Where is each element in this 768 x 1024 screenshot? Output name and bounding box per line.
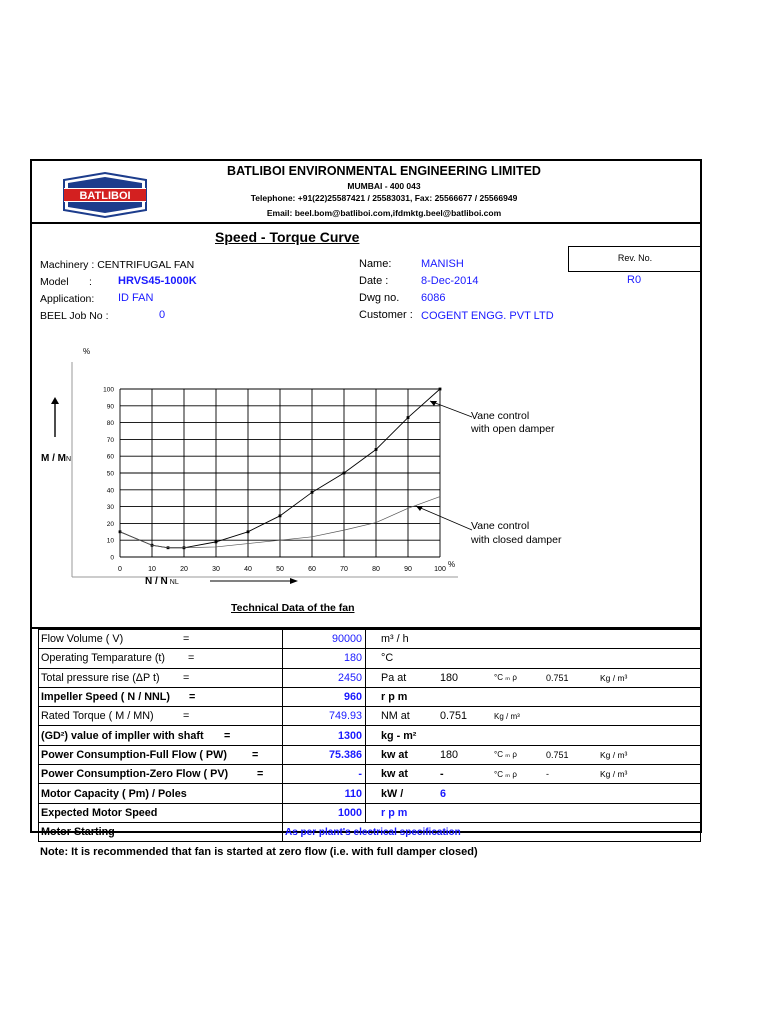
- tech-row: [39, 765, 701, 784]
- tech-row-extra-d: Kg / m³: [598, 668, 701, 687]
- model-label: Model: [40, 276, 69, 288]
- tech-row: [39, 630, 701, 649]
- tech-row-extra-d: [598, 726, 701, 745]
- series-point: [375, 448, 378, 451]
- tech-row-extra-a: 180: [438, 668, 492, 687]
- customer-value: COGENT ENGG. PVT LTD: [421, 310, 554, 322]
- y-unit-label: %: [83, 347, 91, 356]
- tech-row-value: 110: [283, 784, 366, 803]
- y-tick-label: 20: [106, 520, 114, 528]
- y-tick-label: 30: [106, 504, 114, 512]
- tech-row-extra-a: [438, 649, 492, 668]
- model-value: HRVS45-1000K: [118, 275, 197, 287]
- tech-row-label: [39, 745, 283, 764]
- tech-row-extra-a: [438, 687, 492, 706]
- logo-text: BATLIBOI: [79, 190, 131, 202]
- tech-row-label: [39, 803, 283, 822]
- tech-row-value: 960: [283, 687, 366, 706]
- date-value: 8-Dec-2014: [421, 275, 479, 287]
- tech-row: [39, 687, 701, 706]
- tech-row: [39, 707, 701, 726]
- tech-row-extra-b: °C ₘ ρ: [492, 668, 544, 687]
- tech-row-label: [39, 630, 283, 649]
- tech-row-extra-c: [544, 726, 598, 745]
- tech-row-extra-c: -: [544, 765, 598, 784]
- series-point: [407, 416, 410, 419]
- tech-row-unit: r p m: [366, 687, 439, 706]
- tech-row-extra-d: [598, 649, 701, 668]
- tech-row-extra-d: [598, 803, 701, 822]
- tech-row: [39, 745, 701, 764]
- x-tick-label: 40: [244, 566, 252, 573]
- tech-label-text: Total pressure rise (ΔP t): [41, 671, 160, 684]
- tech-row-unit: kw at: [366, 745, 439, 764]
- tech-row-extra-c: [544, 707, 598, 726]
- tech-label-text: Operating Temparature (t): [41, 652, 166, 665]
- application-value: ID FAN: [118, 292, 154, 304]
- tech-row-unit: Pa at: [366, 668, 439, 687]
- y-tick-label: 60: [106, 453, 114, 461]
- tech-row-value: As per plant's electrical specification: [283, 822, 701, 841]
- series-point: [343, 472, 346, 475]
- annotation-open-line2: with open damper: [471, 423, 555, 435]
- header-divider: [30, 222, 702, 224]
- tech-row-unit: r p m: [366, 803, 439, 822]
- tech-row-label: [39, 649, 283, 668]
- name-label: Name:: [359, 258, 392, 270]
- name-value: MANISH: [421, 258, 464, 270]
- tech-label-text: Motor Starting: [41, 826, 115, 839]
- tech-row-extra-d: [598, 687, 701, 706]
- y-tick-label: 90: [106, 403, 114, 411]
- x-tick-label: 50: [276, 566, 284, 573]
- tech-data-title: Technical Data of the fan: [231, 602, 355, 614]
- tech-row-extra-c: [544, 649, 598, 668]
- tech-row-extra-b: [492, 803, 544, 822]
- dwg-label: Dwg no.: [359, 292, 400, 304]
- tech-row-extra-a: [438, 630, 492, 649]
- tech-row-extra-a: 180: [438, 745, 492, 764]
- tech-row-value: 2450: [283, 668, 366, 687]
- x-axis-label: N / N NL: [145, 576, 179, 587]
- annotation-closed-line2: with closed damper: [471, 534, 562, 546]
- y-axis-arrowhead: [51, 397, 59, 404]
- y-tick-label: 50: [106, 470, 114, 478]
- model-separator: :: [89, 276, 92, 288]
- tech-row-value: 75.386: [283, 745, 366, 764]
- tech-data-table: [38, 629, 701, 842]
- tech-row-unit: kW /: [366, 784, 439, 803]
- rev-label: Rev. No.: [617, 253, 653, 263]
- tech-row-label: [39, 822, 283, 841]
- tech-row-extra-a: 6: [438, 784, 492, 803]
- annotation-open-line1: Vane control: [471, 410, 530, 422]
- machinery-label: Machinery : CENTRIFUGAL FAN: [40, 259, 195, 271]
- tech-row: [39, 803, 701, 822]
- tech-row-unit: NM at: [366, 707, 439, 726]
- rev-box: [568, 246, 702, 272]
- annotation-leader-closed: [416, 506, 472, 530]
- tech-row-value: -: [283, 765, 366, 784]
- tech-row-label: [39, 668, 283, 687]
- tech-row: [39, 784, 701, 803]
- y-tick-label: 10: [106, 537, 114, 545]
- x-tick-label: 90: [404, 566, 412, 573]
- application-label: Application:: [40, 293, 95, 305]
- tech-eq: =: [252, 748, 259, 761]
- tech-label-text: Motor Capacity ( Pm) / Poles: [41, 787, 187, 800]
- tech-row-extra-d: [598, 630, 701, 649]
- customer-label: Customer :: [359, 309, 413, 321]
- tech-row-extra-b: [492, 630, 544, 649]
- tech-row: [39, 822, 701, 841]
- tech-row-extra-b: °C ₘ ρ: [492, 765, 544, 784]
- annotation-leader-open: [430, 401, 472, 417]
- tech-row-unit: °C: [366, 649, 439, 668]
- annotation-closed-line1: Vane control: [471, 520, 530, 532]
- tech-row-extra-a: [438, 726, 492, 745]
- tech-row-unit: kw at: [366, 765, 439, 784]
- job-value: 0: [159, 309, 166, 321]
- date-label: Date :: [359, 275, 389, 287]
- tech-row-unit: m³ / h: [366, 630, 439, 649]
- tech-row-value: 90000: [283, 630, 366, 649]
- tech-row-label: [39, 726, 283, 745]
- x-axis-label-subscript: NL: [169, 579, 179, 586]
- tech-row-extra-a: [438, 803, 492, 822]
- tech-label-text: Rated Torque ( M / MN): [41, 710, 154, 723]
- tech-eq: =: [257, 768, 264, 781]
- x-tick-label: 0: [118, 566, 122, 573]
- tech-row: [39, 668, 701, 687]
- tech-row-extra-b: [492, 687, 544, 706]
- tech-label-text: Impeller Speed ( N / NNL): [41, 691, 170, 704]
- tech-row-extra-c: [544, 630, 598, 649]
- x-unit-label: %: [448, 560, 456, 569]
- tech-eq: =: [183, 633, 190, 646]
- tech-row-extra-c: 0.751: [544, 668, 598, 687]
- rev-value: R0: [627, 274, 642, 286]
- x-tick-label: 100: [434, 566, 446, 573]
- series-point: [279, 514, 282, 517]
- x-tick-label: 30: [212, 566, 220, 573]
- dwg-value: 6086: [421, 292, 446, 304]
- x-axis-arrowhead: [290, 578, 298, 584]
- tech-row-unit: kg - m²: [366, 726, 439, 745]
- tech-label-text: Power Consumption-Full Flow ( PW): [41, 748, 227, 761]
- company-email: Email: beel.bom@batliboi.com,ifdmktg.beel@batliboi.com: [266, 208, 502, 218]
- tech-row-value: 180: [283, 649, 366, 668]
- company-name: BATLIBOI ENVIRONMENTAL ENGINEERING LIMITED: [227, 164, 541, 178]
- company-city: MUMBAI - 400 043: [347, 181, 421, 191]
- x-tick-label: 80: [372, 566, 380, 573]
- series-point: [439, 388, 442, 391]
- tech-row-extra-a: -: [438, 765, 492, 784]
- tech-row-extra-d: Kg / m³: [598, 745, 701, 764]
- y-tick-label: 80: [106, 420, 114, 428]
- x-tick-label: 20: [180, 566, 188, 573]
- y-tick-label: 40: [106, 487, 114, 495]
- tech-label-text: (GD²) value of impller with shaft: [41, 729, 204, 742]
- machinery-value: CENTRIFUGAL FAN: [97, 259, 195, 271]
- tech-row-value: 749.93: [283, 707, 366, 726]
- tech-eq: =: [183, 671, 190, 684]
- footer-note: Note: It is recommended that fan is started at zero flow (i.e. with full damper closed): [40, 846, 478, 858]
- y-tick-label: 70: [106, 436, 114, 444]
- tech-eq: =: [183, 710, 190, 723]
- x-tick-label: 60: [308, 566, 316, 573]
- tech-row-label: [39, 765, 283, 784]
- speed-torque-chart: [40, 340, 562, 600]
- tech-row-extra-b: [492, 784, 544, 803]
- tech-row-extra-b: [492, 726, 544, 745]
- company-phone: Telephone: +91(22)25587421 / 25583031, Fax: 25566677 / 25566949: [250, 193, 518, 203]
- tech-row-extra-a: 0.751: [438, 707, 492, 726]
- tech-row-extra-c: [544, 687, 598, 706]
- tech-row-extra-d: [598, 784, 701, 803]
- tech-row-extra-d: Kg / m³: [598, 765, 701, 784]
- tech-label-text: Flow Volume ( V): [41, 633, 124, 646]
- tech-row-label: [39, 707, 283, 726]
- tech-row-extra-b: °C ₘ ρ: [492, 745, 544, 764]
- y-axis-label-subscript: N: [66, 456, 72, 463]
- series-point: [311, 491, 314, 494]
- x-tick-label: 10: [148, 566, 156, 573]
- tech-row-extra-d: [598, 707, 701, 726]
- tech-row-label: [39, 687, 283, 706]
- tech-row-label: [39, 784, 283, 803]
- series-point: [215, 540, 218, 543]
- tech-row-extra-c: 0.751: [544, 745, 598, 764]
- tech-row: [39, 726, 701, 745]
- tech-row-value: 1000: [283, 803, 366, 822]
- x-tick-label: 70: [340, 566, 348, 573]
- tech-label-text: Expected Motor Speed: [41, 806, 158, 819]
- tech-eq: =: [224, 729, 231, 742]
- tech-eq: =: [189, 691, 196, 704]
- tech-eq: =: [188, 652, 195, 665]
- series-point: [247, 530, 250, 533]
- tech-label-text: Power Consumption-Zero Flow ( PV): [41, 768, 229, 781]
- document-title: Speed - Torque Curve: [215, 229, 360, 245]
- tech-row: [39, 649, 701, 668]
- y-axis-label: M / MN: [41, 453, 72, 464]
- tech-row-extra-b: [492, 649, 544, 668]
- y-tick-label: 0: [110, 554, 114, 562]
- y-tick-label: 100: [103, 386, 114, 394]
- tech-row-extra-c: [544, 803, 598, 822]
- job-label: BEEL Job No :: [40, 310, 109, 322]
- tech-row-extra-c: [544, 784, 598, 803]
- tech-row-value: 1300: [283, 726, 366, 745]
- tech-row-extra-b: Kg / m³: [492, 707, 544, 726]
